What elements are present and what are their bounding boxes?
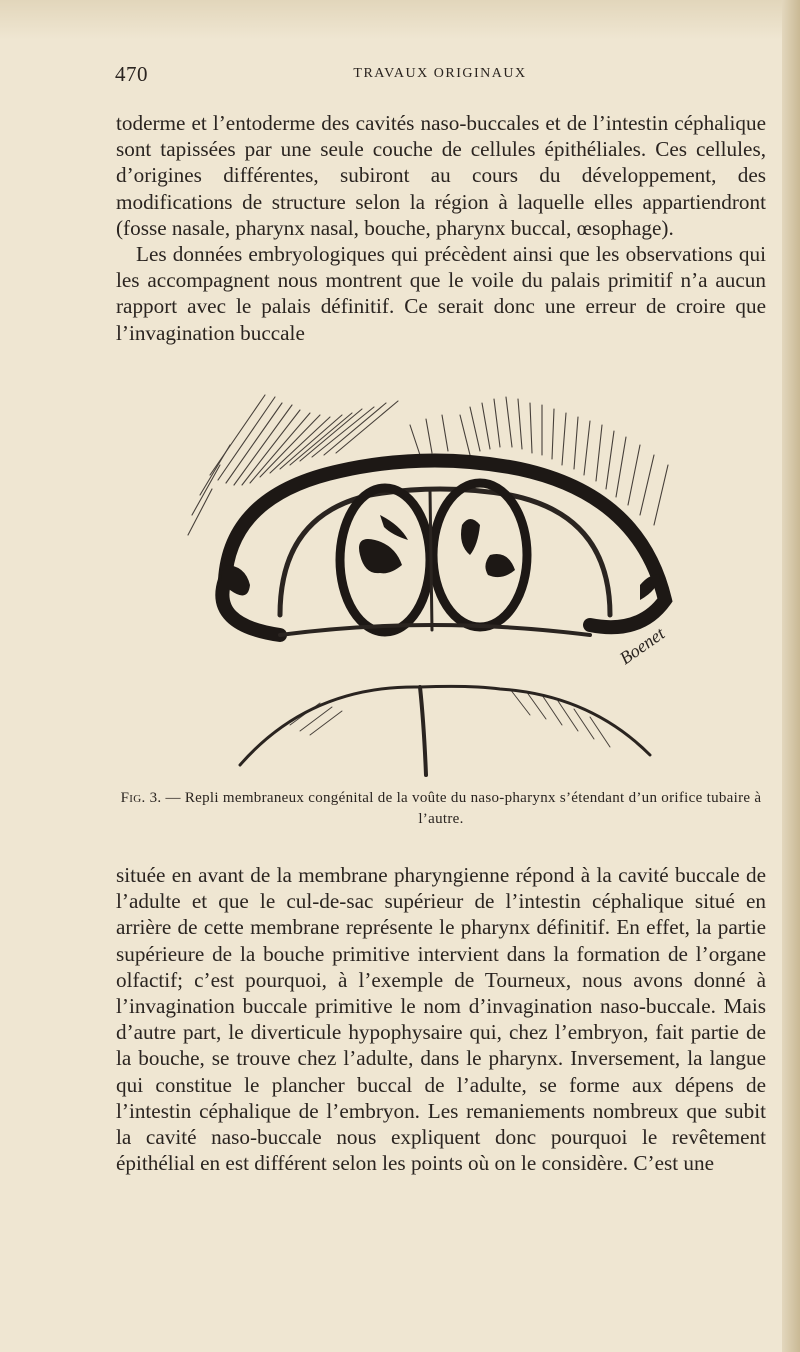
figure-illustration bbox=[170, 385, 690, 785]
paragraph: située en avant de la membrane pharyngienne répond à la cavité buccale de l’adulte et que le cul-de-sac supérieur de l’intestin céphalique situé en arrière de cette membrane représente le pharynx définitif. En effet, la partie supérieure de la bouche primitive intervient dans la formation de l’organe olfactif; c’est pourquoi, à l’exemple de Tourneux, nous avons donné à l’invagination buccale primitive le nom d’invagination naso-buccale. Mais d’autre part, le diverticule hypophysaire qui, chez l’embryon, fait partie de la bouche, se trouve chez l’adulte, dans le pharynx. Inversement, la langue qui constitue le plancher buccal de l’adulte, se forme aux dépens de l’intestin céphalique de l’embryon. Les remaniements nombreux que subit la cavité naso-buccale nous expliquent donc pourquoi le revêtement épithélial en est différent selon les points où on le considère. C’est une bbox=[116, 863, 766, 1176]
running-title: TRAVAUX ORIGINAUX bbox=[353, 66, 527, 81]
artist-signature: Boenet bbox=[615, 623, 669, 669]
figure-caption bbox=[116, 788, 766, 830]
caption-label: Fig. 3. bbox=[120, 790, 162, 806]
text-block-top bbox=[116, 110, 766, 346]
page-edge bbox=[782, 0, 800, 1352]
nasopharynx-drawing bbox=[170, 385, 690, 785]
paragraph: toderme et l’entoderme des cavités naso-buccales et de l’intestin céphalique sont tapissées par une seule couche de cellules épithéliales. Ces cellules, d’origines différentes, subiront au cours du développement, des modifications de structure selon la région à laquelle elles appartiendront (fosse nasale, pharynx nasal, bouche, pharynx buccal, œsophage). bbox=[116, 111, 766, 240]
caption-text: — Repli membraneux congénital de la voûte du naso-pharynx s’étendant d’un orifice tubaire à l’autre. bbox=[165, 790, 762, 827]
paragraph: Les données embryologiques qui précèdent ainsi que les observations qui les accompagnent nous montrent que le voile du palais primitif n’a aucun rapport avec le palais définitif. Ce serait donc une erreur de croire que l’invagination buccale bbox=[116, 242, 766, 345]
running-head bbox=[115, 62, 765, 88]
page-top-shade bbox=[0, 0, 800, 40]
text-block-bottom bbox=[116, 862, 766, 1176]
page-number: 470 bbox=[115, 62, 148, 86]
